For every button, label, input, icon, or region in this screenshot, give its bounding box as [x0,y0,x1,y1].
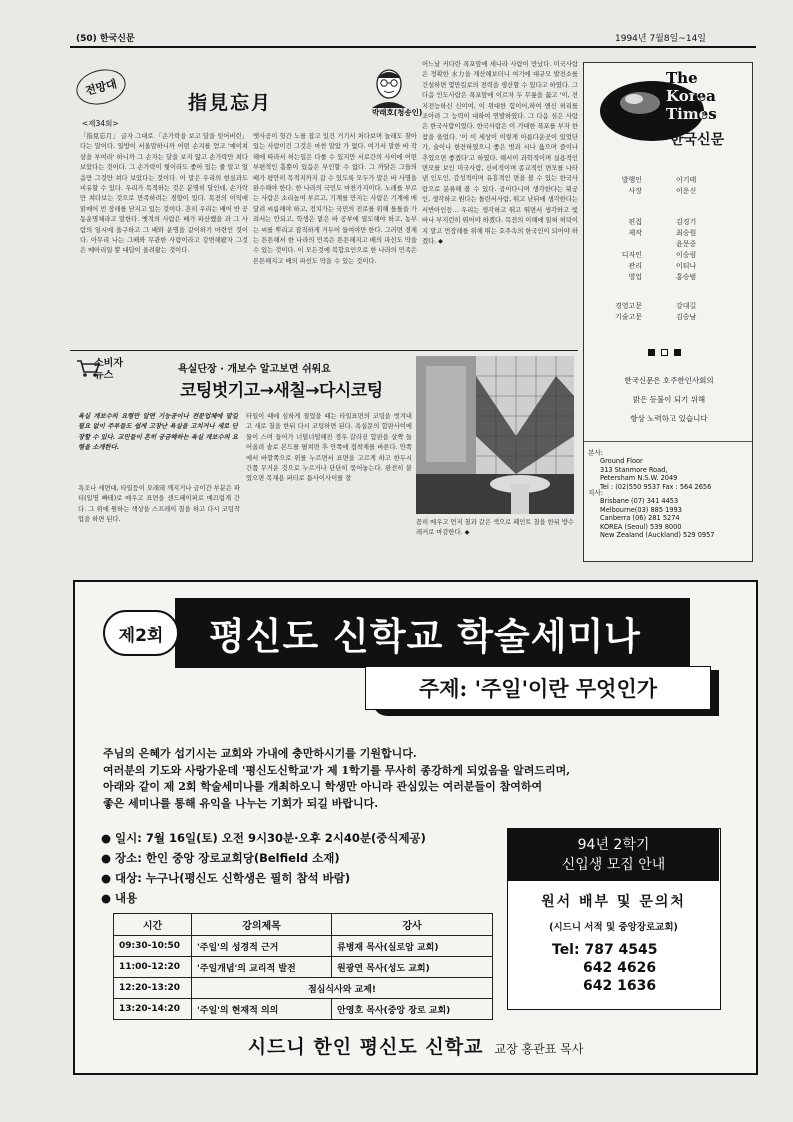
phone-line: Tel: 787 4545 [552,942,658,958]
branch-offices [588,489,715,539]
intro-line: 여러분의 기도와 사랑가운데 '평신도신학교'가 제 1학기를 무사히 종강하게 되었음을 알려드리며, [103,763,571,777]
branch-line: Melbourne(03) 885 1993 [600,505,682,514]
staff-row [602,217,696,228]
staff-role: 발행인 [621,176,642,184]
branch-line: Brisbane (07) 341 4453 [600,497,679,506]
staff-name: 최승원 [676,229,697,237]
column-body-2: 옛사공이 헛간 노를 잡고 있건 거기서 처다보며 놀래도 찾아있는 사람이건 그것은 마찬 말았 가 없다. 여기서 말한 바 작해에 따라서 허는일은 다룰 수 있지만 서로간의 사이에 어떤 부편적인 흠뿐이 있음은 부인할 수 없다. 그 까닭은 그들의 배가 평안히 목적지까지 갈 수 있도록 모두가 말은 바 사명을 완수해야 한다. 한 나라의 국민도 마찬가지이다. 노래를 부르는 사람은 소리높여 부르고, 기계를 만지는 사람은 기계에 매달려 씨름해야 하고, 정치가는 국민의 진로를 위해 틀틀을 가려서는 안되고, 학생은 맡은 바 공부에 열도해야 하고, 농부는 씨를 뿌리고 잡직하게 거두어 들여야만 한다. 그러면 경제는 튼튼해서 한 나라의 민족은 튼튼해지고 배의 파선도 막을 수 있는 것이다. 이 모든것에 복합요인으로 한 나라의 민족은 튼튼해지고 배의 파선도 막을 수 있는 것이다. [253,133,417,265]
recruit-line: 신입생 모집 안내 [561,857,666,873]
staff-row [602,175,696,186]
table-header: 강의제목 [192,914,332,936]
address-line: Ground Floor [600,457,643,466]
motto-line: 한국신문은 호주한인사회의 [624,376,714,385]
issue-date: 1994년 7월8일~14일 [615,34,706,44]
school-name: 시드니 한인 평신도 신학교 [247,1036,484,1058]
staff-row [602,250,696,261]
detail-item: ● 일시: 7월 16일(토) 오전 9시30분·오후 2시40분(중식제공) [101,828,501,848]
masthead-logo-korean: 한국신문 [670,132,725,148]
staff-name: 윤문중 [676,240,697,248]
staff-name: 김승남 [676,313,697,321]
staff-name: 이승림 [676,251,697,259]
staff-name: 이티나 [676,262,697,270]
address-line: Tel : (02)550 9537 Fax : 564 2656 [600,482,712,491]
schedule-table [113,913,493,1020]
table-cell: 11:00-12:20 [114,957,192,978]
table-cell: '주일개념'의 교리적 발전 [192,957,332,978]
table-cell: 원광연 목사(성도 교회) [332,957,493,978]
living-lead: 욕실 개보수의 요령만 알면 기능공이나 전문업체에 맡길 필요 없이 주부들도 쉽게 고장난 욕실을 고치거나 새로 단장할 수 있다. 교민들이 흔히 궁금해하는 욕실 개보수의 요령을 소개한다. [78,413,238,452]
recruit-banner [508,829,719,881]
principal-name: 교장 홍관표 목사 [494,1042,584,1056]
theme-box [365,666,711,710]
living-body-2: 타일이 때에 심하게 절었을 때는 타일표면의 코팅을 벗겨내고 새로 칠을 한뒤 다시 코팅하면 된다. 욕실문의 합판사이에 물이 스며 들어가 너덜너덜해진 경우 갈라진 합판을 살짝 들어올려 솔로 본드를 펼쳐면 후 안쪽에 접착제를 바른다. 안쪽에서 바깥쪽으로 위를 누르면서 표면을 고르게 하고 한두시간쯤 무거운 것으로 누르거나 단단히 묶어놓는다. 완전히 붙었으면 목재용 퍼티로 틈사이사이를 잘 [246,413,412,483]
column-divider [70,350,578,351]
table-cell: 09:30-10:50 [114,936,192,957]
living-headline: 코팅벗기고→새칠→다시코팅 [180,381,383,401]
living-body-1: 욕조나 세면대, 타일등이 오래돼 깨지거나 금이간 부분은 파티(일명 빠테)로 메우고 표면을 샌드페이퍼로 매끄럽게 간다. 그 위에 원하는 색상을 스프레이 칠을 하고 다시 코팅작업을 하면 된다. [78,485,240,524]
table-header: 강사 [332,914,493,936]
table-cell: '주일'의 현재적 의의 [192,999,332,1020]
header-rule [70,46,756,48]
detail-item: ● 대상: 누구나(평신도 신학생은 필히 참석 바람) [101,868,501,888]
column-body-3: 어느날 커다란 폭포앞에 세나라 사람이 만났다. 미국사람은 정확한 水力을 계산해보더니 여기에 대규모 발전소를 건설하면 몇만킬로의 전력을 생산할 수 있다고 하였다. 그 다음 인도사람은 폭포앞에 이르자 두 무릎을 꿇고 '이, 전지전능하신 신이여, 이 위대한 힘이어,하여 앤신 허리를 조아려 그 능력이 대하여 연발하였다. 그 다음 섬은 사람은 한국사람이었다. 한국사람은 이 거대한 폭포를 부자 한참을 울었다. '이 이 세상이 이렇게 아름다운곳이 있었단가, 술이나 한잔하였으니 좋은 벗과 시나 읊으며 즐이나 추었으면 좋겠다'고 하였다. 해서이 과학적이며 실용적인 면모를 보인 미국사람, 신비적이며 종교적인 면모를 나타낸 인도인, 감성적이며 유흥적인 면을 볼 수 있는 한국사람으로 분류해 볼 수 있다. 곱이다니며 생각한다는 뭐궁인, 생각하고 원다는 돌란서사람, 뛰고 난뒤에 생각한다는 서반아인등... 우리는 생각하고 뛰고 뛰면서 생각하고 빛바나 부지런히 뛰어야 하겠다. 목전의 이해에 읽혀 허덕이지 말고 먼장래를 위해 뛰는 호주속의 한국인이 되어야 하겠다. ◆ [422,61,578,245]
recruit-line: 94년 2학기 [577,837,650,853]
living-body-3: 꼼히 메우고 먼저 칠과 같은 색으로 페인트 칠을 한뒤 방수래커로 마감한다. ◆ [416,519,574,537]
detail-item: ● 장소: 한인 중앙 장로교회당(Belfield 소재) [101,848,501,868]
staff-row [602,312,696,323]
motto-line: 밝은 등불이 되기 위해 [632,395,706,404]
head-office [588,449,711,491]
column-badge [73,64,130,109]
intro-line: 주님의 은혜가 섭기시는 교회와 가내에 충만하시기를 기원합니다. [103,747,417,760]
masthead-logo-line-1: The [666,69,698,87]
address-line: 313 Stanmore Road, [600,465,668,474]
author-portrait [366,66,412,108]
masthead-panel [583,62,753,562]
staff-role: 관리 [628,262,642,270]
living-kicker: 욕실단장 · 개보수 알고보면 쉬워요 [178,364,331,375]
staff-role: 사장 [628,187,642,195]
staff-row [602,239,696,250]
masthead-logo-line-2: Korea [666,87,716,105]
staff-row [602,261,696,272]
table-cell: 13:20-14:20 [114,999,192,1020]
masthead-rule [584,441,752,442]
staff-row [602,301,696,312]
branch-line: New Zealand (Auckland) 529 0957 [600,531,715,540]
branch-label: 지사: [588,489,603,497]
table-cell: 안영호 목사(중앙 장로 교회) [332,999,493,1020]
column-issue: <제34회> [82,119,119,128]
staff-row [602,272,696,283]
seminar-footer [75,1032,756,1059]
table-row [114,936,493,957]
table-header: 시간 [114,914,192,936]
staff-list [602,175,696,323]
seminar-title: 평신도 신학교 학술세미나 [209,615,641,658]
staff-role: 제작 [628,229,642,237]
column-title: 指見忘月 [188,92,273,114]
address-line: Petersham N.S.W. 2049 [600,474,678,483]
staff-name: 이운신 [676,187,697,195]
staff-name: 이기태 [676,176,697,184]
branch-line: Canberra (06) 281 5274 [600,514,680,523]
motto-line: 항상 노력하고 있습니다 [630,414,708,423]
seminar-title-banner [175,598,690,668]
table-row [114,957,493,978]
masthead-logo-line-3: Times [666,105,717,123]
page-label: (50) 한국신문 [76,34,135,44]
column-badge-text: 전망대 [84,77,119,98]
bathroom-photo [416,356,574,514]
ornament-squares [648,349,681,356]
table-cell: '주일'의 성경적 근거 [192,936,332,957]
masthead-motto [592,371,746,428]
table-row [114,978,493,999]
intro-line: 좋은 세미나를 통해 유익을 나누는 기회가 되길 바랍니다. [103,796,379,810]
contact-title: 원서 배부 및 문의처 [541,894,686,910]
staff-name: 홍승범 [676,273,697,281]
detail-item: ● 내용 [101,888,501,908]
seminar-advertisement [73,580,758,1075]
column-section [70,58,578,350]
column-body-1: 「指見忘月」 글자 그대로 「손가락을 보고 달을 잊어버린」 다는 말이다. 일방이 서울말하니까 어떤 손지를 얻고 '예이쳐 삼을 부여라' 하니까 그 손자는 달을 보지 않고 손가락만 쳐다 보았다는 것이다. 그 손가락이 뭣이라도 좋아 있는 줄 알고 얼음만 그것만 쳐다 보았다는 것이다. 이 말은 우리의 현실과도 비유할 수 있다. 우리가 목적하는 것은 분명히 달인데, 손가락만 쳐다보는 것으로 만족하려는 경향이 있다. 목전의 이익에 읽매어 먼 장래를 닫지고 있는 것이다. 흔히 우리는 배어 반 공동운명체라고 말한다. 옛적의 사람은 배가 파산했을 과 그 사람의 일시에 울구하고 그 배와 운명을 같이하기 마련인 것이다. 아무리 나는 그배와 무관한 사람이라고 강변해봤자 그것은 메아리일 뿐 대답이 울려왔는 것이다. [80,133,248,255]
staff-name: 김경기 [676,218,697,226]
staff-role: 경영고문 [614,302,642,310]
table-cell: 류병재 목사(실로암 교회) [332,936,493,957]
staff-name: 강대길 [676,302,697,310]
seminar-details [101,828,501,908]
seminar-theme: 주제: '주일'이란 무엇인가 [418,676,658,701]
branch-line: KOREA (Seoul) 539 8000 [600,522,682,531]
table-cell: 12:20-13:20 [114,978,192,999]
session-badge [103,610,179,656]
contact-place: (시드니 서적 및 중앙장로교회) [549,922,678,933]
session-label: 제2회 [118,625,164,646]
staff-role: 디자인 [621,251,642,259]
contact-phones [552,941,658,995]
table-header-row [114,914,493,936]
head-office-label: 본사: [588,449,603,457]
staff-role: 기술고문 [614,313,642,321]
seminar-intro [103,746,733,812]
table-cell: 점심식사와 교제! [192,978,493,999]
staff-role [602,239,642,250]
column-author: 박래호(청송인) [372,108,423,117]
recruit-panel [507,828,721,1010]
staff-role: 영업 [628,273,642,281]
table-row [114,999,493,1020]
staff-row [602,186,696,197]
consumer-news-badge: 소비자 뉴스 [94,358,123,381]
staff-row [602,228,696,239]
staff-role: 편집 [628,218,642,226]
intro-line: 아래와 같이 제 2회 학술세미나를 개최하오니 학생만 아니라 관심있는 여러분들이 참여하여 [103,780,543,793]
phone-line: 642 1636 [583,978,657,994]
phone-line: 642 4626 [583,960,657,976]
living-section [70,354,578,562]
